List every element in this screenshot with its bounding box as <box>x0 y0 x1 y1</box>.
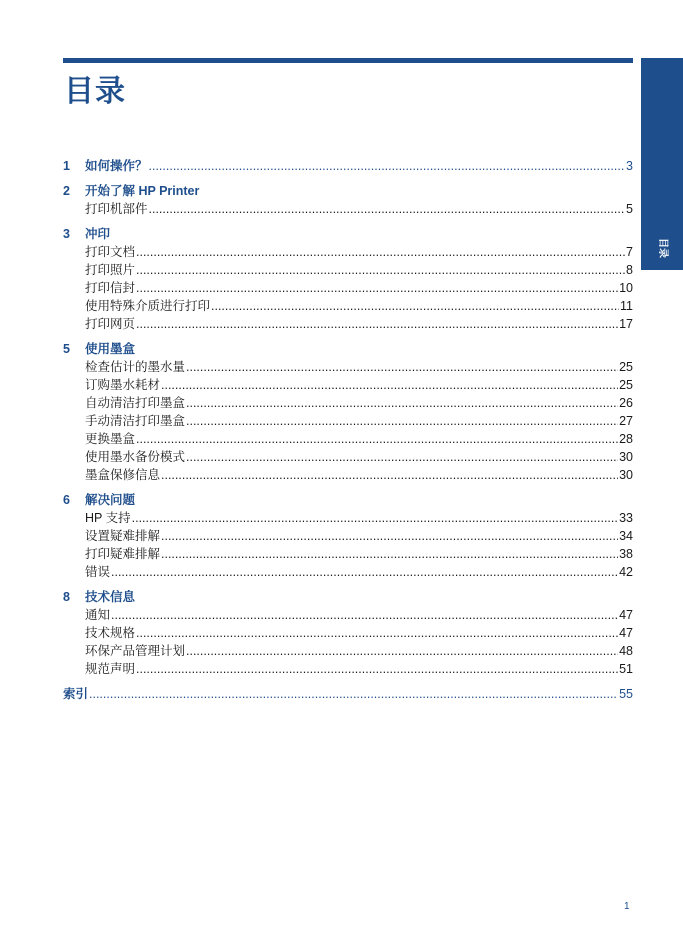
toc-chapter <box>63 157 633 175</box>
dot-leader <box>161 466 618 484</box>
entry-title: 更换墨盒 <box>85 432 136 446</box>
dot-leader <box>186 358 618 376</box>
toc-entry[interactable] <box>63 430 633 448</box>
toc-chapter <box>63 225 633 333</box>
chapter-heading[interactable] <box>63 340 633 358</box>
chapter-title: 冲印 <box>85 227 111 241</box>
entry-page-number: 30 <box>619 468 633 482</box>
dot-leader <box>161 545 618 563</box>
entry-title: 手动清洁打印墨盒 <box>85 414 186 428</box>
entry-title: HP 支持 <box>85 511 131 525</box>
toc-entry[interactable] <box>63 261 633 279</box>
index-page-number: 55 <box>619 687 633 701</box>
chapter-title: 如何操作？ <box>85 159 148 173</box>
entry-title: 设置疑难排解 <box>85 529 161 543</box>
chapter-number: 8 <box>63 590 70 604</box>
index-entry[interactable] <box>63 685 633 703</box>
dot-leader <box>211 297 619 315</box>
page-number: 1 <box>624 901 630 912</box>
entry-page-number: 33 <box>619 511 633 525</box>
entry-title: 打印信封 <box>85 281 136 295</box>
table-of-contents <box>63 157 633 703</box>
entry-page-number: 7 <box>626 245 633 259</box>
dot-leader <box>136 261 625 279</box>
entry-page-number: 5 <box>626 202 633 216</box>
entry-page-number: 48 <box>619 644 633 658</box>
dot-leader <box>186 642 618 660</box>
entry-page-number: 25 <box>619 378 633 392</box>
toc-entry[interactable] <box>63 624 633 642</box>
toc-entry[interactable] <box>63 279 633 297</box>
entry-title: 检查估计的墨水量 <box>85 360 186 374</box>
top-rule <box>63 58 633 63</box>
chapter-number: 3 <box>63 227 70 241</box>
entry-title: 打印照片 <box>85 263 136 277</box>
chapter-page-number: 3 <box>626 159 633 173</box>
entry-page-number: 11 <box>620 299 633 313</box>
toc-entry[interactable] <box>63 358 633 376</box>
entry-page-number: 10 <box>619 281 633 295</box>
chapter-number: 5 <box>63 342 70 356</box>
dot-leader <box>186 448 618 466</box>
dot-leader <box>186 412 618 430</box>
entry-title: 墨盒保修信息 <box>85 468 161 482</box>
entry-title: 技术规格 <box>85 626 136 640</box>
chapter-title: 解决问题 <box>85 493 136 507</box>
toc-entry[interactable] <box>63 660 633 678</box>
entry-title: 打印疑难排解 <box>85 547 161 561</box>
dot-leader <box>161 376 618 394</box>
chapter-heading[interactable] <box>63 225 633 243</box>
chapter-title: 开始了解 HP Printer <box>85 184 200 198</box>
toc-chapter <box>63 491 633 581</box>
chapter-title: 使用墨盒 <box>85 342 136 356</box>
dot-leader <box>89 685 618 703</box>
dot-leader <box>136 430 618 448</box>
toc-chapter <box>63 182 633 218</box>
entry-page-number: 38 <box>619 547 633 561</box>
dot-leader <box>111 563 618 581</box>
toc-entry[interactable] <box>63 297 633 315</box>
entry-title: 打印文档 <box>85 245 136 259</box>
entry-title: 打印机部件 <box>85 202 148 216</box>
toc-entry[interactable] <box>63 466 633 484</box>
entry-title: 打印网页 <box>85 317 136 331</box>
entry-page-number: 47 <box>619 626 633 640</box>
chapter-heading[interactable] <box>63 157 633 175</box>
toc-entry[interactable] <box>63 394 633 412</box>
entry-title: 环保产品管理计划 <box>85 644 186 658</box>
toc-entry[interactable] <box>63 606 633 624</box>
chapter-number: 2 <box>63 184 70 198</box>
toc-entry[interactable] <box>63 315 633 333</box>
toc-chapter <box>63 340 633 484</box>
dot-leader <box>111 606 618 624</box>
entry-page-number: 26 <box>619 396 633 410</box>
toc-entry[interactable] <box>63 412 633 430</box>
dot-leader <box>136 660 618 678</box>
chapter-heading[interactable] <box>63 182 633 200</box>
dot-leader <box>161 527 618 545</box>
toc-entry[interactable] <box>63 527 633 545</box>
toc-entry[interactable] <box>63 545 633 563</box>
dot-leader <box>186 394 618 412</box>
entry-title: 错误 <box>85 565 111 579</box>
dot-leader <box>136 279 618 297</box>
side-tab-label: 目录 <box>657 238 668 258</box>
entry-page-number: 51 <box>619 662 633 676</box>
dot-leader <box>149 157 626 175</box>
entry-page-number: 25 <box>619 360 633 374</box>
chapter-number: 1 <box>63 159 70 173</box>
entry-page-number: 34 <box>619 529 633 543</box>
entry-page-number: 42 <box>619 565 633 579</box>
chapter-heading[interactable] <box>63 491 633 509</box>
toc-entry[interactable] <box>63 200 633 218</box>
entry-page-number: 47 <box>619 608 633 622</box>
toc-entry[interactable] <box>63 509 633 527</box>
entry-page-number: 27 <box>619 414 633 428</box>
toc-entry[interactable] <box>63 448 633 466</box>
dot-leader <box>132 509 618 527</box>
entry-page-number: 28 <box>619 432 633 446</box>
toc-entry[interactable] <box>63 642 633 660</box>
toc-entry[interactable] <box>63 563 633 581</box>
dot-leader <box>149 200 626 218</box>
entry-page-number: 17 <box>619 317 633 331</box>
entry-title: 使用墨水备份模式 <box>85 450 186 464</box>
chapter-number: 6 <box>63 493 70 507</box>
page-title: 目录 <box>64 75 126 108</box>
dot-leader <box>136 243 625 261</box>
entry-title: 通知 <box>85 608 111 622</box>
chapter-heading[interactable] <box>63 588 633 606</box>
toc-chapter <box>63 588 633 678</box>
entry-title: 自动清洁打印墨盒 <box>85 396 186 410</box>
dot-leader <box>136 315 618 333</box>
dot-leader <box>136 624 618 642</box>
toc-entry[interactable] <box>63 243 633 261</box>
index-title: 索引 <box>63 687 89 701</box>
entry-page-number: 30 <box>619 450 633 464</box>
chapter-title: 技术信息 <box>85 590 136 604</box>
entry-title: 规范声明 <box>85 662 136 676</box>
entry-title: 使用特殊介质进行打印 <box>85 299 211 313</box>
toc-entry[interactable] <box>63 376 633 394</box>
entry-title: 订购墨水耗材 <box>85 378 161 392</box>
entry-page-number: 8 <box>626 263 633 277</box>
